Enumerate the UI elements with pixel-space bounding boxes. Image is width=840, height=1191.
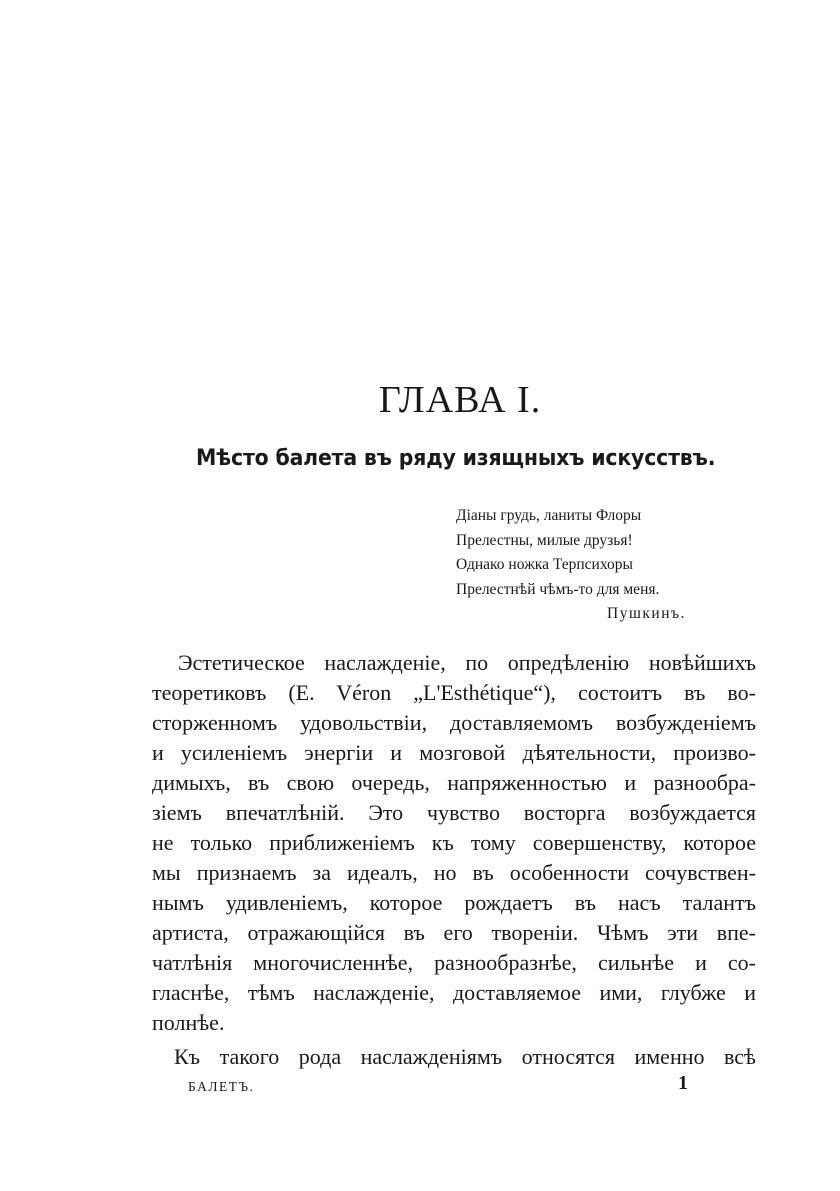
epigraph-line: Прелестны, милые друзья!	[456, 531, 633, 549]
epigraph	[456, 504, 756, 627]
printer-signature: БАЛЕТЪ.	[188, 1079, 255, 1094]
body-line: сторженномъ удовольствіи, доставляемомъ возбужденіемъ	[152, 710, 756, 735]
epigraph-line: Прелестнѣй чѣмъ-то для меня.	[456, 580, 660, 598]
chapter-subtitle: Мѣсто балета въ ряду изящныхъ искусствъ.	[196, 446, 716, 471]
body-text	[152, 648, 756, 1072]
body-line: гласнѣе, тѣмъ наслажденіе, доставляемое ими, глубже и	[152, 980, 756, 1005]
body-line: мы признаемъ за идеалъ, но въ особенности сочувствен-	[152, 860, 756, 885]
body-line: чатлѣнія многочисленнѣе, разнообразнѣе, сильнѣе и со-	[152, 950, 756, 975]
body-line: не только приближеніемъ къ тому совершенству, которое	[152, 830, 756, 855]
body-line: зіемъ впечатлѣній. Это чувство восторга возбуждается	[152, 800, 756, 825]
epigraph-line: Однако ножка Терпсихоры	[456, 556, 633, 573]
body-line: димыхъ, въ свою очередь, напряженностью и разнообра-	[152, 770, 756, 795]
epigraph-line: Діаны грудь, ланиты Флоры	[456, 507, 642, 524]
body-line: Къ такого рода наслажденіямъ относятся именно всѣ	[174, 1044, 756, 1069]
body-line: Эстетическое наслажденіе, по опредѣленію новѣйшихъ	[178, 650, 756, 675]
body-line: нымъ удивленіемъ, которое рождаетъ въ насъ талантъ	[152, 890, 756, 915]
body-line: теоретиковъ (E. Véron „L'Esthétique“), состоитъ въ во-	[152, 680, 756, 705]
chapter-title: ГЛАВА I.	[378, 379, 542, 421]
page-number: 1	[678, 1072, 688, 1094]
epigraph-author: Пушкинъ.	[607, 605, 686, 622]
body-line: и усиленіемъ энергіи и мозговой дѣятельности, произво-	[152, 740, 756, 765]
body-line: полнѣе.	[152, 1010, 225, 1035]
body-line: артиста, отражающійся въ его твореніи. Чѣмъ эти впе-	[152, 920, 756, 945]
